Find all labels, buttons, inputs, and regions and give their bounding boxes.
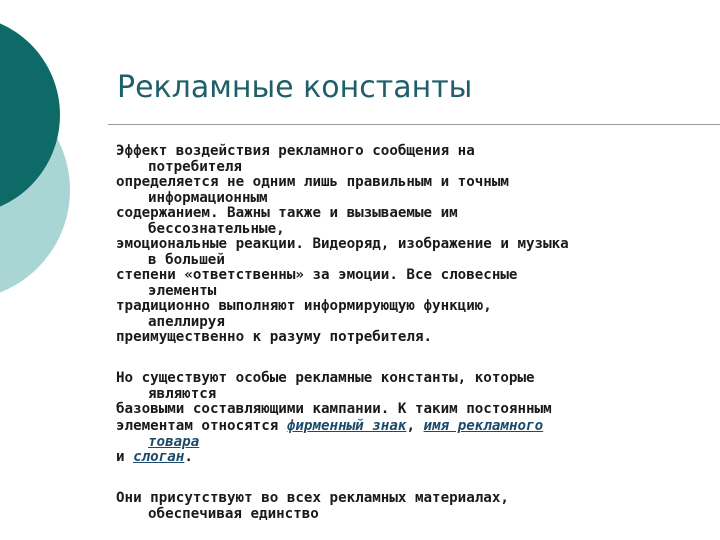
text-line: [116, 418, 716, 435]
text-segment: и: [116, 449, 134, 465]
text-line: потребителя: [148, 159, 242, 175]
text-segment: .: [184, 449, 193, 465]
text-line: определяется не одним лишь правильным и точным: [116, 174, 509, 190]
text-segment: элементам относятся: [116, 418, 287, 434]
text-line: Но существуют особые рекламные константы, которые: [116, 370, 535, 386]
text-line: [116, 435, 716, 449]
title-divider: [108, 124, 720, 125]
slide-title: Рекламные константы: [117, 70, 473, 105]
text-line: [116, 449, 716, 466]
text-line: обеспечивая единство: [148, 506, 319, 522]
paragraph-gap: [116, 466, 716, 490]
text-line: апеллируя: [148, 314, 225, 330]
text-line: Эффект воздействия рекламного сообщения на: [116, 143, 475, 159]
text-line: элементы: [148, 283, 217, 299]
link-product-name[interactable]: имя рекламного: [423, 418, 544, 434]
text-line: степени «ответственны» за эмоции. Все словесные: [116, 267, 518, 283]
text-line: традиционно выполняют информирующую функцию,: [116, 298, 492, 314]
link-brand-mark[interactable]: фирменный знак: [286, 418, 407, 434]
text-line: содержанием. Важны также и вызываемые им: [116, 205, 458, 221]
decorative-circles: [0, 0, 110, 300]
text-line: бессознательные,: [148, 221, 285, 237]
text-line: Они присутствуют во всех рекламных материалах,: [116, 490, 509, 506]
paragraph-gap: [116, 346, 716, 370]
link-slogan[interactable]: слоган: [133, 449, 185, 465]
text-line: информационным: [148, 190, 268, 206]
text-segment: ,: [406, 418, 424, 434]
text-line: в большей: [148, 252, 225, 268]
body-text: [116, 143, 716, 521]
text-line: эмоциональные реакции. Видеоряд, изображение и музыка: [116, 236, 569, 252]
text-line: преимущественно к разуму потребителя.: [116, 329, 433, 345]
link-product-name-cont[interactable]: товара: [148, 434, 200, 450]
text-line: являются: [148, 386, 217, 402]
text-line: базовыми составляющими кампании. К таким постоянным: [116, 401, 552, 417]
